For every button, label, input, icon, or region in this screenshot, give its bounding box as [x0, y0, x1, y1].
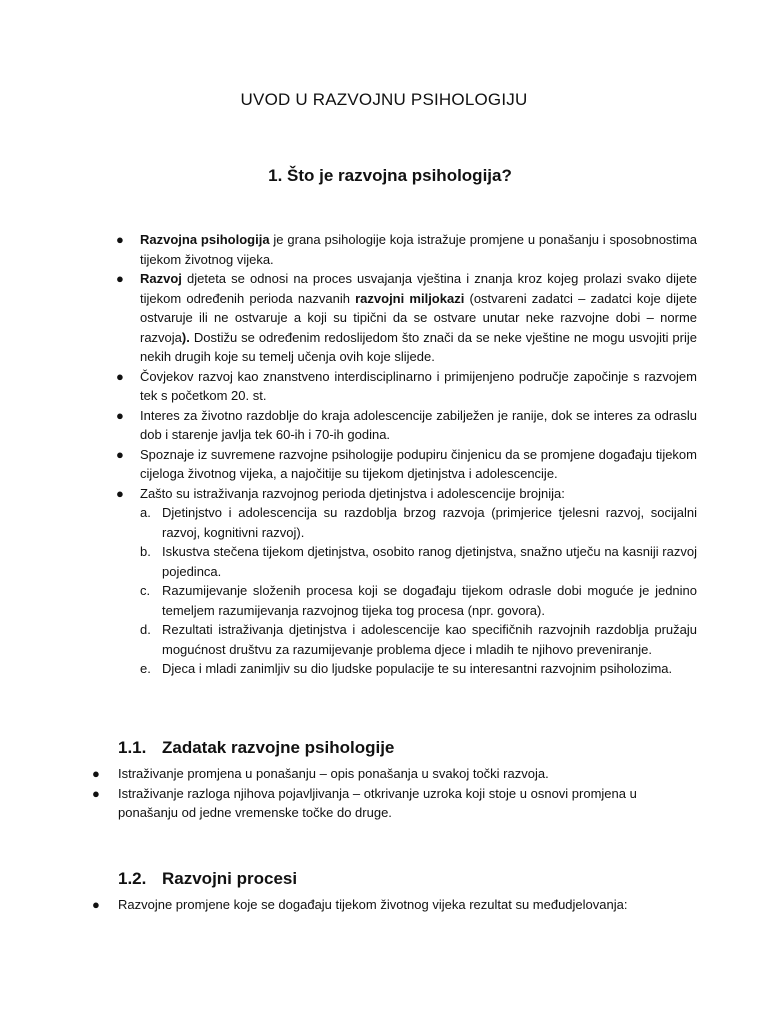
sub-list-item [140, 581, 697, 620]
bullet-text [140, 271, 697, 364]
bullet-icon: ● [116, 368, 124, 384]
sub-item-letter: a. [140, 505, 151, 520]
text-run: Čovjekov razvoj kao znanstveno interdisciplinarno i primijenjeno područje započinje s razvojem tek s početkom 20. st. [140, 368, 697, 403]
bullet-text [140, 408, 697, 443]
section-number: 1.1. [118, 738, 147, 757]
sub-item-letter: c. [140, 583, 151, 598]
main-bullet-list [116, 230, 697, 679]
sub-list-item [140, 542, 697, 581]
text-run: (ostvareni zadatci – zadatci koje dijete ostvaruje ili ne ostvaruje a koji su tipični da se ostvare unutar neke razvojne dobi – norme razvoja [140, 290, 697, 345]
document-title: UVOD U RAZVOJNU PSIHOLOGIJU [240, 90, 528, 109]
reasons-sub-list [140, 503, 697, 679]
bullet-item [116, 230, 697, 269]
sub-item-letter: e. [140, 661, 151, 676]
section-bullet-list [92, 764, 698, 823]
sub-item-text: Djetinjstvo i adolescencija su razdoblja brzog razvoja (primjerice tjelesni razvoj, socijalni razvoj, kognitivni razvoj). [162, 505, 697, 540]
bullet-item [116, 484, 697, 679]
bold-text-run: ). [181, 329, 190, 345]
bullet-icon: ● [116, 446, 124, 462]
heading-what-is-developmental-psychology: 1. Što je razvojna psihologija? [268, 166, 512, 185]
bold-text-run: Razvojna psihologija [140, 232, 270, 247]
bullet-item [116, 367, 697, 406]
text-run: Zašto su istraživanja razvojnog perioda djetinjstva i adolescencije brojnija: [140, 485, 565, 501]
bullet-icon: ● [92, 897, 100, 912]
bullet-icon: ● [116, 271, 124, 286]
text-run: je grana psihologije koja istražuje promjene u ponašanju i sposobnostima tijekom životnog vijeka. [140, 232, 697, 267]
section-title: Razvojni procesi [162, 869, 298, 888]
text-run: Spoznaje iz suvremene razvojne psihologije podupiru činjenicu da se promjene događaju tijekom cijeloga životnog vijeka, a najočitije su tijekom djetinjstva i adolescencije. [140, 446, 697, 481]
bullet-icon: ● [116, 407, 124, 423]
section-heading [118, 869, 698, 889]
sub-list-item [140, 503, 697, 542]
section-bullet-list [92, 895, 698, 915]
text-run: Interes za životno razdoblje do kraja adolescencije zabilježen je ranije, dok se interes za odraslu dob i starenje javlja tek 60-ih i 70-ih godina. [140, 407, 697, 442]
bullet-text: Istraživanje razloga njihova pojavljivanja – otkrivanje uzroka koji stoje u osnovi promjena u ponašanju od jedne vremenske točke do druge. [118, 785, 637, 820]
text-run: djeteta se odnosi na proces usvajanja vještina i znanja kroz kojeg prolazi svako dijete tijekom određenih perioda nazvanih [140, 271, 697, 306]
bullet-text: Razvojne promjene koje se događaju tijekom životnog vijeka rezultat su međudjelovanja: [118, 897, 628, 912]
bullet-item [116, 445, 697, 484]
section-heading [118, 738, 698, 758]
bullet-item [116, 269, 697, 367]
bullet-text [140, 369, 697, 404]
sub-item-text: Razumijevanje složenih procesa koji se događaju tijekom odrasle dobi moguće je jednino temeljem razumijevanja razvojnog tijeka tog procesa (npr. govora). [162, 583, 697, 618]
bullet-icon: ● [92, 785, 100, 801]
bullet-text [140, 486, 565, 501]
sub-item-text: Djeca i mladi zanimljiv su dio ljudske populacije te su interesantni razvojnim psiholozima. [162, 661, 673, 676]
section-number: 1.2. [118, 869, 147, 888]
bullet-icon: ● [92, 766, 100, 781]
section-title: Zadatak razvojne psihologije [162, 738, 395, 757]
bullet-item [92, 764, 698, 784]
bullet-text: Istraživanje promjena u ponašanju – opis ponašanja u svakoj točki razvoja. [118, 766, 549, 781]
sub-item-letter: d. [140, 622, 151, 637]
bullet-text [140, 447, 697, 482]
sub-item-letter: b. [140, 544, 151, 559]
bullet-item [116, 406, 697, 445]
section-developmental-processes [92, 869, 698, 915]
bullet-item [92, 784, 698, 823]
sub-list-item [140, 659, 697, 679]
sub-list-item [140, 620, 697, 659]
text-run: Dostižu se određenim redoslijedom što znači da se neke vještine ne mogu usvojiti prije nekih drugih koje su temelj učenja ovih koje slijede. [140, 329, 697, 364]
bold-text-run: Razvoj [140, 271, 182, 286]
bullet-icon: ● [116, 485, 124, 501]
section-task-of-developmental-psychology [92, 738, 698, 823]
sub-item-text: Rezultati istraživanja djetinjstva i adolescencije kao specifičnih razvojnih razdoblja pružaju mogućnost društvu za razumijevanje problema djece i mladih te njihovo preveniranje. [162, 622, 697, 657]
bullet-text [140, 232, 697, 267]
bullet-icon: ● [116, 232, 124, 247]
bold-text-run: razvojni miljokazi [355, 290, 465, 306]
bullet-item [92, 895, 698, 915]
sub-item-text: Iskustva stečena tijekom djetinjstva, osobito ranog djetinjstva, snažno utječu na kasniji razvoj pojedinca. [162, 544, 697, 579]
